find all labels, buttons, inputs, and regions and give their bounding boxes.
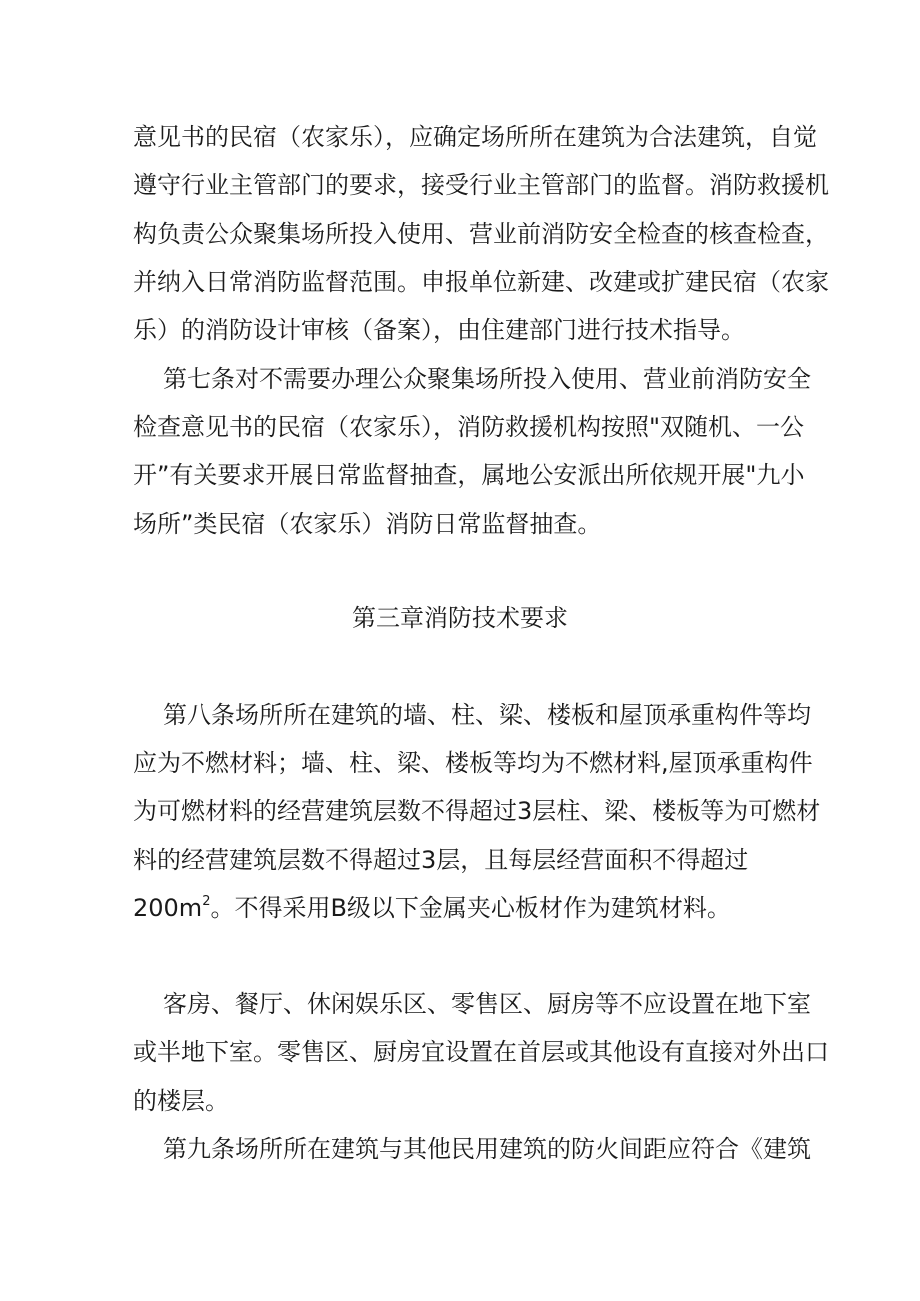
paragraph-line: 第九条场所所在建筑与其他民用建筑的防火间距应符合《建筑 bbox=[163, 1135, 811, 1163]
area-value: 200m bbox=[133, 894, 203, 922]
paragraph-line: 的楼层。 bbox=[133, 1087, 229, 1115]
paragraph-line: 料的经营建筑层数不得超过3层，且每层经营面积不得超过 bbox=[133, 846, 749, 874]
paragraph-line: 第八条场所所在建筑的墙、柱、梁、楼板和屋顶承重构件等均 bbox=[163, 701, 811, 729]
paragraph-line bbox=[133, 893, 803, 923]
paragraph-line: 构负责公众聚集场所投入使用、营业前消防安全检查的核查检查， bbox=[133, 220, 829, 248]
paragraph-line: 开”有关要求开展日常监督抽查，属地公安派出所依规开展"九小 bbox=[133, 461, 805, 489]
paragraph-line: 检查意见书的民宿（农家乐），消防救援机构按照"双随机、一公 bbox=[133, 413, 805, 441]
paragraph-line: 并纳入日常消防监督范围。申报单位新建、改建或扩建民宿（农家 bbox=[133, 268, 829, 296]
paragraph-line: 场所”类民宿（农家乐）消防日常监督抽查。 bbox=[133, 510, 602, 538]
paragraph-line: 乐）的消防设计审核（备案），由住建部门进行技术指导。 bbox=[133, 316, 745, 344]
sentence-text: 。不得采用B级以下金属夹心板材作为建筑材料。 bbox=[210, 894, 731, 922]
chapter-heading: 第三章消防技术要求 bbox=[352, 604, 568, 632]
paragraph-line: 遵守行业主管部门的要求，接受行业主管部门的监督。消防救援机 bbox=[133, 171, 829, 199]
paragraph-line: 应为不燃材料；墙、柱、梁、楼板等均为不燃材料,屋顶承重构件 bbox=[133, 749, 813, 777]
paragraph-line: 意见书的民宿（农家乐），应确定场所所在建筑为合法建筑，自觉 bbox=[133, 123, 817, 151]
paragraph-line: 或半地下室。零售区、厨房宜设置在首层或其他设有直接对外出口 bbox=[133, 1038, 829, 1066]
paragraph-line: 为可燃材料的经营建筑层数不得超过3层柱、梁、楼板等为可燃材 bbox=[133, 797, 821, 825]
paragraph-line: 第七条对不需要办理公众聚集场所投入使用、营业前消防安全 bbox=[163, 365, 811, 393]
superscript: 2 bbox=[202, 894, 211, 909]
paragraph-line: 客房、餐厅、休闲娱乐区、零售区、厨房等不应设置在地下室 bbox=[163, 990, 811, 1018]
